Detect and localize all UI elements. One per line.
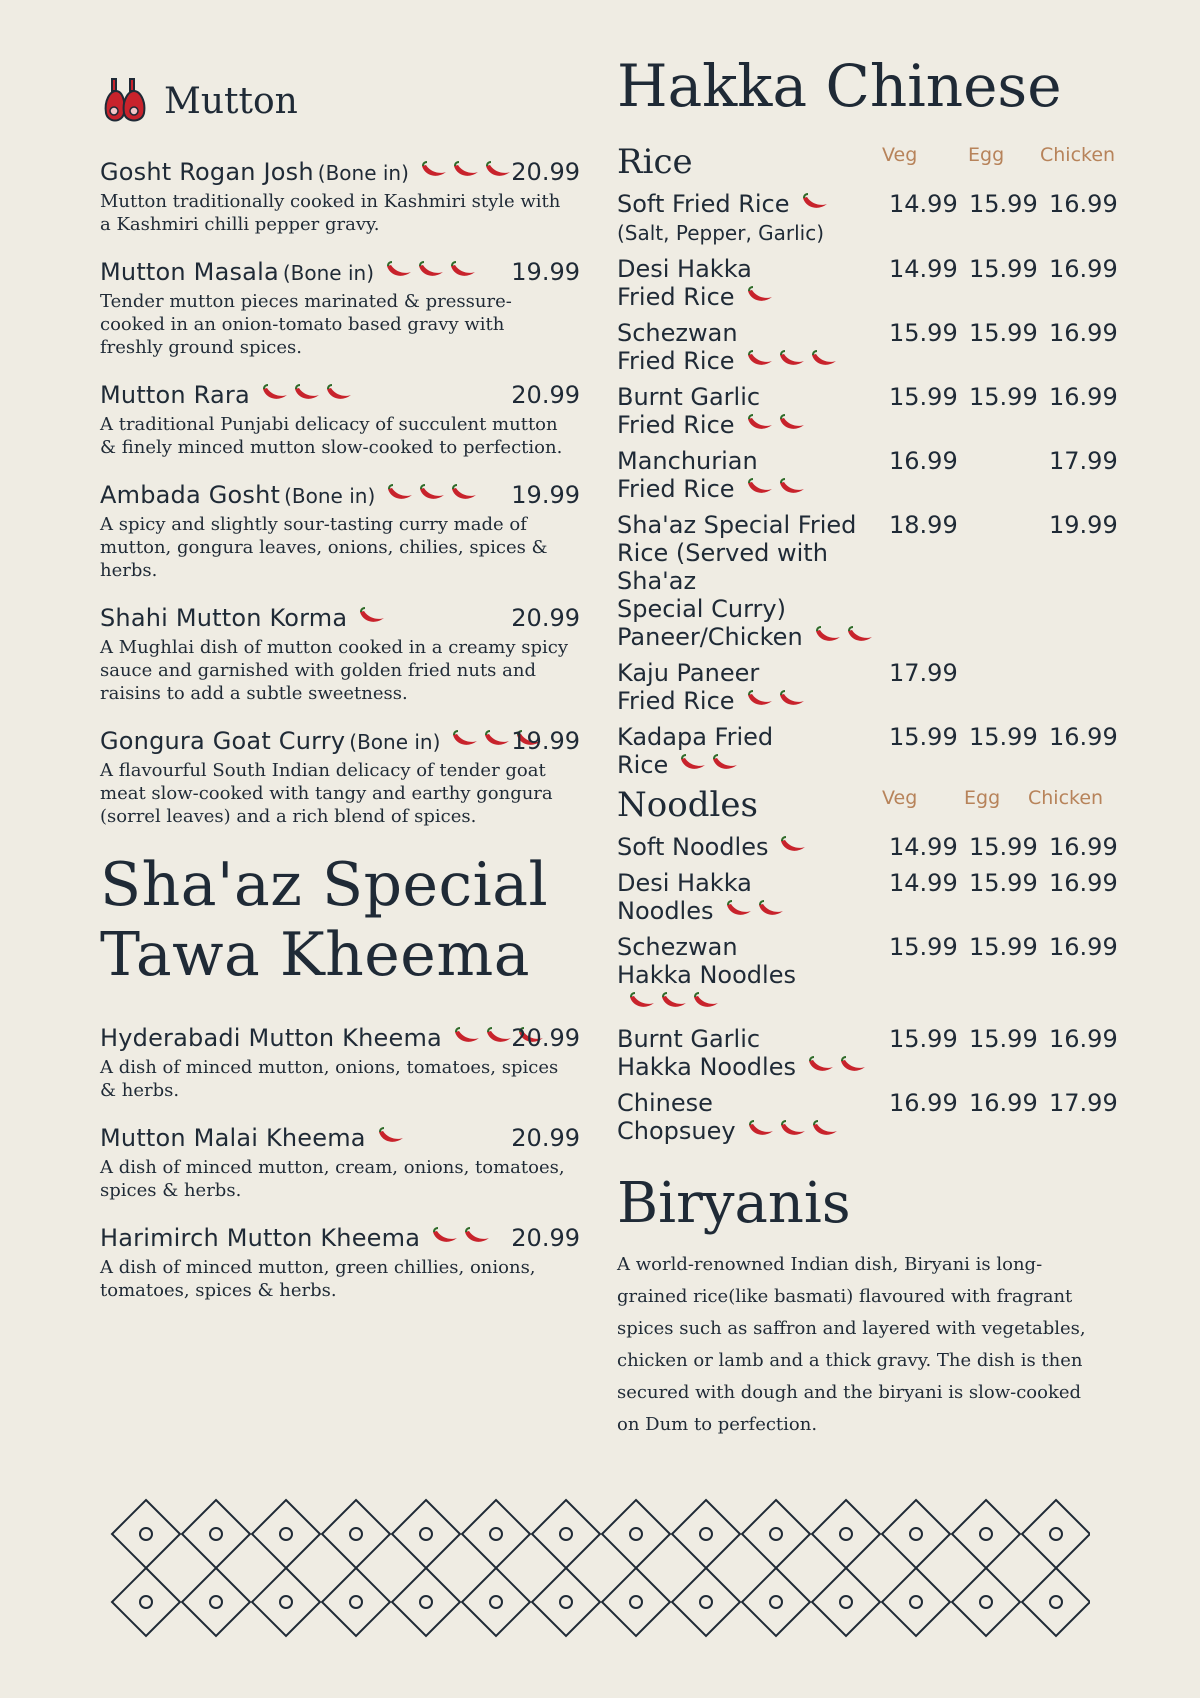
egg-price: 15.99 [969,1025,1038,1053]
veg-price: 16.99 [889,1089,958,1117]
chili-icon [419,160,449,184]
egg-column-header: Egg [968,144,1005,166]
pattern-diamond [602,1500,670,1568]
noodles-column-headers [882,787,1103,809]
item-name-line1: Burnt Garlic [617,1025,761,1053]
chili-icon [777,475,807,503]
menu-item [100,158,580,236]
veg-price: 15.99 [889,383,958,411]
pattern-diamond [952,1500,1020,1568]
item-name-line1: Desi Hakka [617,255,752,283]
chili-icon [627,989,657,1017]
egg-price: 15.99 [969,383,1038,411]
spice-level-icons [745,687,807,715]
menu-item [100,604,580,705]
pattern-diamond [1022,1568,1090,1636]
item-name-line2: Rice (Served with Sha'az [617,539,828,595]
item-name-line2: Chopsuey [617,1117,736,1145]
pattern-dot [350,1596,362,1608]
egg-price: 15.99 [969,255,1038,283]
item-price: 19.99 [511,481,580,509]
pattern-dot [1050,1528,1062,1540]
item-name: Mutton Malai Kheema [100,1124,366,1152]
noodles-title: Noodles [617,785,758,825]
menu-item [617,255,1137,311]
veg-price: 15.99 [889,933,958,961]
chicken-price: 19.99 [1049,511,1118,539]
menu-item [617,869,1137,925]
pattern-diamond [392,1568,460,1636]
item-name: Shahi Mutton Korma [100,604,348,632]
pattern-dot [280,1528,292,1540]
chicken-price: 16.99 [1049,255,1118,283]
pattern-dot [210,1528,222,1540]
veg-price: 15.99 [889,723,958,751]
mutton-leg-icon [100,73,156,129]
chili-icon [838,1053,868,1081]
egg-price: 15.99 [969,869,1038,897]
spice-level-icons [806,1053,868,1081]
item-name: Mutton Masala [100,258,279,286]
menu-item [617,511,1137,651]
veg-price: 15.99 [889,319,958,347]
item-name-line2: Fried Rice [617,347,735,375]
item-name-line2: Rice [617,751,669,779]
chili-icon [324,383,354,407]
chili-icon [710,751,740,779]
chili-icon [482,729,512,753]
right-column [617,52,1137,1441]
chili-icon [416,260,446,284]
item-name-line2: Fried Rice [617,687,735,715]
pattern-diamond [742,1500,810,1568]
rice-list [617,190,1137,779]
chili-icon [810,1117,840,1145]
spice-level-icons [357,606,387,630]
spice-level-icons [260,383,354,407]
biryanis-title: Biryanis [617,1171,851,1236]
pattern-diamond [112,1568,180,1636]
spice-level-icons [376,1126,406,1150]
pattern-dot [350,1528,362,1540]
chili-icon [806,1053,836,1081]
menu-item [100,481,580,582]
item-price: 20.99 [511,158,580,186]
spice-level-icons [745,411,807,439]
veg-price: 14.99 [889,255,958,283]
chili-icon [484,1026,514,1050]
item-description: A Mughlai dish of mutton cooked in a creamy spicy sauce and garnished with golden fried nuts and raisins to add a subtle sweetness. [100,637,569,704]
pattern-diamond [952,1568,1020,1636]
spice-level-icons [385,483,479,507]
chili-icon [678,751,708,779]
item-name-line1: Schezwan [617,933,738,961]
pattern-dot [420,1528,432,1540]
item-name: Gosht Rogan Josh [100,158,314,186]
pattern-dot [980,1528,992,1540]
pattern-diamond [392,1500,460,1568]
chili-icon [745,283,775,311]
item-name-line3: Special Curry) Paneer/Chicken [617,595,803,651]
chili-icon [756,897,786,925]
veg-price: 17.99 [889,659,958,687]
pattern-diamond [882,1568,950,1636]
menu-item [617,190,1137,247]
egg-price: 15.99 [969,933,1038,961]
item-description: A dish of minced mutton, onions, tomatoes, spices & herbs. [100,1057,559,1101]
spice-level-icons [813,623,875,651]
egg-price: 15.99 [969,833,1038,861]
pattern-diamond [462,1568,530,1636]
pattern-dot [770,1528,782,1540]
item-description: A traditional Punjabi delicacy of succulent mutton & finely minced mutton slow-cooked to perfection. [100,414,563,458]
veg-price: 14.99 [889,869,958,897]
menu-item [617,447,1137,503]
chicken-price: 16.99 [1049,869,1118,897]
veg-column-header: Veg [882,144,918,166]
chili-icon [376,1126,406,1150]
spice-level-icons [745,283,775,311]
chili-icon [357,606,387,630]
item-name-line2: Fried Rice [617,411,735,439]
spice-level-icons [745,475,807,503]
menu-item [617,1089,1137,1145]
item-name: Hyderabadi Mutton Kheema [100,1024,442,1052]
chili-icon [745,687,775,715]
pattern-dot [630,1528,642,1540]
chili-icon [449,483,479,507]
item-note: (Bone in) [284,484,376,508]
item-name-line1: Manchurian [617,447,758,475]
veg-price: 15.99 [889,1025,958,1053]
chili-icon [778,1117,808,1145]
item-name-line2: Noodles [617,897,714,925]
item-name-line2: Fried Rice [617,475,735,503]
chili-icon [430,1226,460,1250]
chili-icon [777,687,807,715]
kheema-list [100,1024,580,1302]
item-name-line1: Burnt Garlic [617,383,761,411]
pattern-dot [840,1528,852,1540]
pattern-diamond [322,1500,390,1568]
chili-icon [451,160,481,184]
menu-item [617,383,1137,439]
chili-icon [483,160,513,184]
item-note: (Bone in) [349,730,441,754]
item-name-line1: Chinese [617,1089,713,1117]
pattern-diamond [672,1500,740,1568]
pattern-dot [490,1528,502,1540]
pattern-diamond [532,1568,600,1636]
item-name: Ambada Gosht [100,481,281,509]
chili-icon [384,260,414,284]
item-name-line1: Kadapa Fried [617,723,774,751]
chili-icon [260,383,290,407]
item-name-line1: Kaju Paneer [617,659,760,687]
kheema-title-line1: Sha'az Special [100,850,549,920]
kheema-title-line2: Tawa Kheema [100,920,530,990]
veg-price: 14.99 [889,833,958,861]
chili-icon [452,1026,482,1050]
pattern-dot [700,1596,712,1608]
chili-icon [777,347,807,375]
item-price: 20.99 [511,1124,580,1152]
spice-level-icons [746,1117,840,1145]
pattern-dot [280,1596,292,1608]
pattern-dot [630,1596,642,1608]
spice-level-icons [724,897,786,925]
veg-price: 18.99 [889,511,958,539]
spice-level-icons [627,989,721,1017]
menu-item [100,727,580,828]
pattern-dot [560,1596,572,1608]
egg-price: 15.99 [969,723,1038,751]
menu-item [100,258,580,359]
kheema-title [100,850,580,990]
veg-price: 14.99 [889,190,958,218]
chili-icon [691,989,721,1017]
spice-level-icons [384,260,478,284]
chili-icon [845,623,875,651]
chili-icon [809,347,839,375]
menu-item [617,933,1137,1017]
rice-title: Rice [617,142,693,182]
pattern-dot [1050,1596,1062,1608]
pattern-dot [980,1596,992,1608]
item-name-line2: Fried Rice [617,283,735,311]
pattern-diamond [252,1568,320,1636]
pattern-dot [140,1528,152,1540]
pattern-dot [840,1596,852,1608]
hakka-chinese-title: Hakka Chinese [617,52,1062,120]
item-name-line2: Hakka Noodles [617,1053,796,1081]
item-name: Gongura Goat Curry [100,727,346,755]
pattern-diamond [672,1568,740,1636]
chili-icon [417,483,447,507]
item-name-line1: Schezwan [617,319,738,347]
egg-price: 15.99 [969,190,1038,218]
item-name-line1: Desi Hakka [617,869,752,897]
pattern-diamond [812,1500,880,1568]
chicken-price: 16.99 [1049,319,1118,347]
mutton-list [100,158,580,828]
item-price: 19.99 [511,727,580,755]
item-name-line1: Soft Noodles [617,833,769,861]
chili-icon [385,483,415,507]
menu-item [100,1124,580,1202]
item-name: Mutton Rara [100,381,250,409]
noodles-list [617,833,1137,1145]
veg-column-header: Veg [882,787,918,809]
rice-column-headers [882,144,1115,166]
menu-item [100,1024,580,1102]
chicken-column-header: Chicken [1028,787,1104,809]
chicken-price: 16.99 [1049,933,1118,961]
chili-icon [800,190,830,218]
pattern-diamond [742,1568,810,1636]
chili-icon [462,1226,492,1250]
item-price: 20.99 [511,604,580,632]
chili-icon [450,729,480,753]
menu-item [617,833,1137,861]
pattern-dot [560,1528,572,1540]
pattern-dot [770,1596,782,1608]
chicken-price: 16.99 [1049,383,1118,411]
pattern-diamond [252,1500,320,1568]
pattern-diamond [532,1500,600,1568]
chili-icon [745,411,775,439]
spice-level-icons [778,833,808,861]
pattern-dot [490,1596,502,1608]
chicken-price: 16.99 [1049,1025,1118,1053]
item-note: (Bone in) [282,261,375,285]
decorative-diamond-pattern [110,1498,1090,1638]
pattern-dot [700,1528,712,1540]
spice-level-icons [800,190,830,218]
item-price: 20.99 [511,1024,580,1052]
item-description: Tender mutton pieces marinated & pressure-cooked in an onion-tomato based gravy with freshly ground spices. [100,291,512,358]
chili-icon [813,623,843,651]
chili-icon [724,897,754,925]
chicken-price: 16.99 [1049,723,1118,751]
chili-icon [659,989,689,1017]
item-description: A dish of minced mutton, green chillies, onions, tomatoes, spices & herbs. [100,1257,536,1301]
veg-price: 16.99 [889,447,958,475]
menu-item [100,1224,580,1302]
chili-icon [448,260,478,284]
pattern-dot [910,1528,922,1540]
chicken-price: 16.99 [1049,190,1118,218]
pattern-dot [910,1596,922,1608]
noodles-header [617,781,1137,829]
chicken-column-header: Chicken [1040,144,1116,166]
chili-icon [745,475,775,503]
item-description: Mutton traditionally cooked in Kashmiri style with a Kashmiri chilli pepper gravy. [100,191,561,235]
chili-icon [745,347,775,375]
item-description: A dish of minced mutton, cream, onions, tomatoes, spices & herbs. [100,1157,565,1201]
item-price: 19.99 [511,258,580,286]
pattern-diamond [182,1500,250,1568]
pattern-diamond [882,1500,950,1568]
chili-icon [778,833,808,861]
chili-icon [746,1117,776,1145]
pattern-diamond [602,1568,670,1636]
rice-header [617,138,1137,186]
egg-price: 15.99 [969,319,1038,347]
menu-item [617,319,1137,375]
chili-icon [777,411,807,439]
spice-level-icons [419,160,513,184]
menu-item [100,381,580,459]
item-name-line1: Soft Fried Rice [617,190,790,218]
item-note: (Bone in) [317,161,409,185]
pattern-diamond [182,1568,250,1636]
item-name-line2: Hakka Noodles [617,961,796,989]
pattern-dot [420,1596,432,1608]
chicken-price: 17.99 [1049,447,1118,475]
spice-level-icons [678,751,740,779]
menu-item [617,659,1137,715]
biryanis-description: A world-renowned Indian dish, Biryani is long-grained rice(like basmati) flavoured with fragrant spices such as saffron and layered with vegetables, chicken or lamb and a thick gravy. The dish is then secured with dough and the biryani is slow-cooked on Dum to perfection. [617,1254,1086,1435]
item-description: A flavourful South Indian delicacy of tender goat meat slow-cooked with tangy and earthy gongura (sorrel leaves) and a rich blend of spices. [100,760,553,827]
item-price: 20.99 [511,1224,580,1252]
pattern-dot [140,1596,152,1608]
left-column [100,70,580,1324]
pattern-diamond [112,1500,180,1568]
item-name: Harimirch Mutton Kheema [100,1224,421,1252]
pattern-diamond [322,1568,390,1636]
item-name-line1: Sha'az Special Fried [617,511,857,539]
menu-item [617,1025,1137,1081]
menu-item [617,723,1137,779]
mutton-section-header [100,70,580,132]
mutton-title: Mutton [164,80,298,122]
pattern-diamond [462,1500,530,1568]
pattern-dot [210,1596,222,1608]
chicken-price: 17.99 [1049,1089,1118,1117]
item-price: 20.99 [511,381,580,409]
pattern-diamond [812,1568,880,1636]
egg-column-header: Egg [964,787,1001,809]
chili-icon [292,383,322,407]
pattern-diamond [1022,1500,1090,1568]
item-description: A spicy and slightly sour-tasting curry made of mutton, gongura leaves, onions, chilies, spices & herbs. [100,514,548,581]
chicken-price: 16.99 [1049,833,1118,861]
spice-level-icons [430,1226,492,1250]
item-name-line2: (Salt, Pepper, Garlic) [617,221,825,245]
egg-price: 16.99 [969,1089,1038,1117]
spice-level-icons [745,347,839,375]
